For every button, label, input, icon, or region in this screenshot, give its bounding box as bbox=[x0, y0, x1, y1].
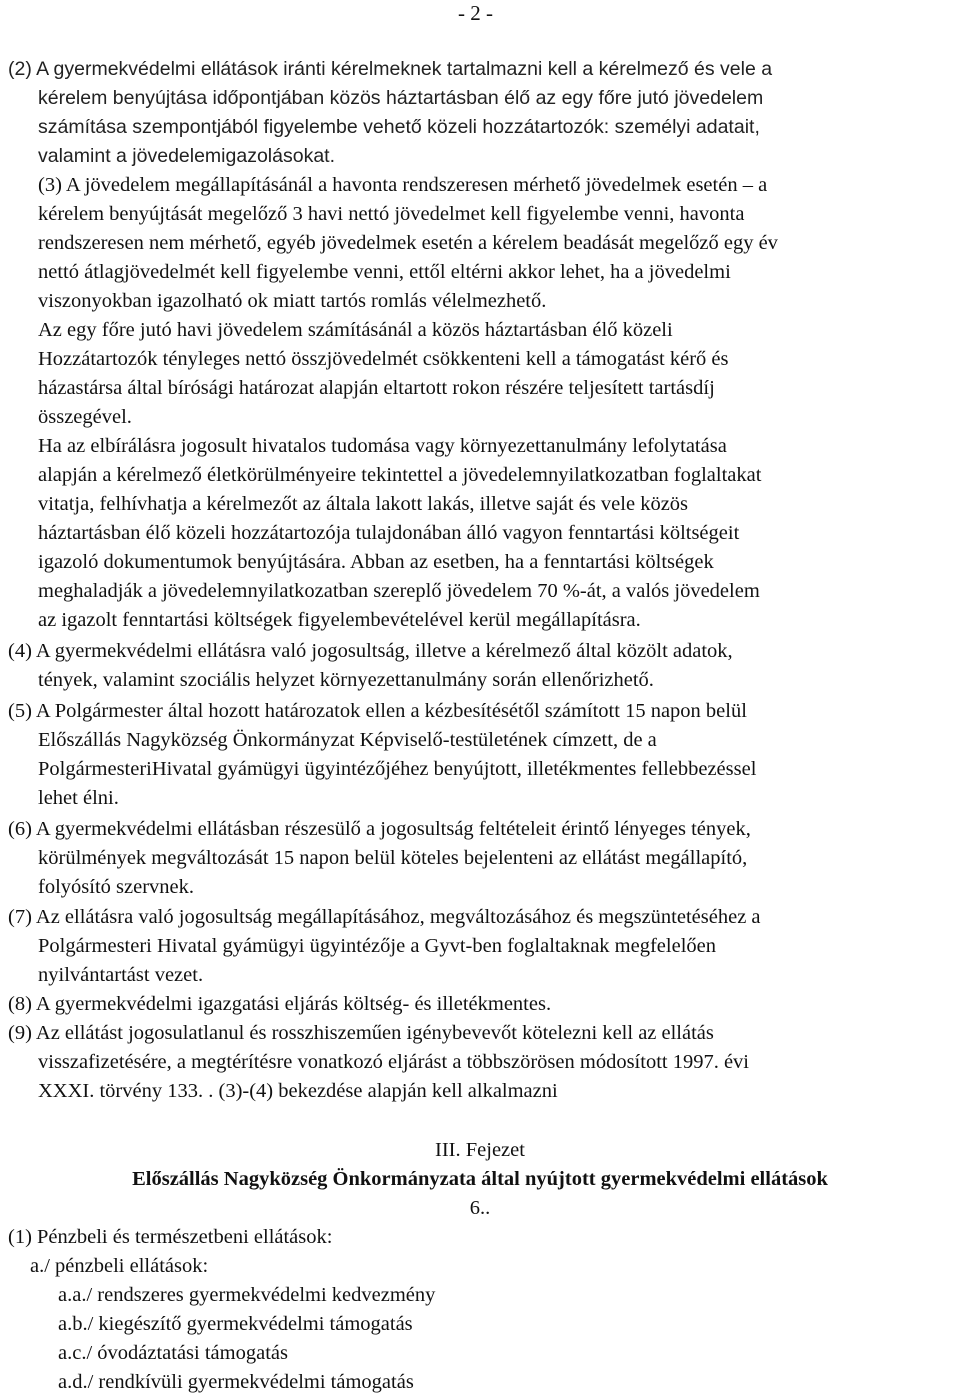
paragraph-6-line: (6) A gyermekvédelmi ellátásban részesülő a jogosultság feltételeit érintő lényeges tények, bbox=[8, 818, 751, 840]
paragraph-3-line: összegével. bbox=[38, 406, 132, 428]
paragraph-3-line: viszonyokban igazolható ok miatt tartós romlás vélelmezhető. bbox=[38, 290, 547, 312]
paragraph-4-line: tények, valamint szociális helyzet környezettanulmány során ellenőrizhető. bbox=[38, 669, 654, 691]
paragraph-3-line: nettó átlagjövedelmét kell figyelembe venni, ettől eltérni akkor lehet, ha a jövedelmi bbox=[38, 261, 731, 283]
paragraph-3-line: az igazolt fenntartási költségek figyelembevételével kerül megállapításra. bbox=[38, 609, 641, 631]
paragraph-2-line: számítása szempontjából figyelembe vehető közeli hozzátartozók: személyi adatait, bbox=[38, 116, 760, 138]
paragraph-2-line: (2) A gyermekvédelmi ellátások iránti kérelmeknek tartalmazni kell a kérelmező és vele a bbox=[8, 58, 773, 80]
section-number: 6.. bbox=[469, 1197, 491, 1219]
chapter-title: Előszállás Nagyközség Önkormányzata által nyújtott gyermekvédelmi ellátások bbox=[132, 1168, 828, 1190]
paragraph-9-line: XXXI. törvény 133. . (3)-(4) bekezdése alapján kell alkalmazni bbox=[38, 1080, 558, 1102]
paragraph-8-line: (8) A gyermekvédelmi igazgatási eljárás költség- és illetékmentes. bbox=[8, 993, 552, 1015]
paragraph-7-line: Polgármesteri Hivatal gyámügyi ügyintézője a Gyvt-ben foglaltaknak megfelelően bbox=[38, 935, 716, 957]
list-item: a.d./ rendkívüli gyermekvédelmi támogatás bbox=[58, 1371, 414, 1393]
paragraph-3-line: meghaladják a jövedelemnyilatkozatban szereplő jövedelem 70 %-át, a valós jövedelem bbox=[38, 580, 760, 602]
paragraph-3-line: Hozzátartozók tényleges nettó összjövedelmét csökkenteni kell a támogatást kérő és bbox=[38, 348, 729, 370]
paragraph-5-line: (5) A Polgármester által hozott határozatok ellen a kézbesítésétől számított 15 napon belül bbox=[8, 700, 747, 722]
paragraph-6-line: folyósító szervnek. bbox=[38, 876, 194, 898]
paragraph-3-line: Ha az elbírálásra jogosult hivatalos tudomása vagy környezettanulmány lefolytatása bbox=[38, 435, 727, 457]
paragraph-3-line: (3) A jövedelem megállapításánál a havonta rendszeresen mérhető jövedelmek esetén – a bbox=[38, 174, 768, 196]
paragraph-3-line: kérelem benyújtását megelőző 3 havi nettó jövedelmet kell figyelembe venni, havonta bbox=[38, 203, 745, 225]
paragraph-3-line: rendszeresen nem mérhető, egyéb jövedelmek esetén a kérelem beadását megelőző egy év bbox=[38, 232, 778, 254]
paragraph-6-line: körülmények megváltozását 15 napon belül köteles bejelenteni az ellátást megállapító, bbox=[38, 847, 748, 869]
paragraph-9-line: (9) Az ellátást jogosulatlanul és rosszhiszeműen igénybevevőt kötelezni kell az ellátás bbox=[8, 1022, 714, 1044]
paragraph-3-line: vitatja, felhívhatja a kérelmezőt az általa lakott lakás, illetve saját és vele közös bbox=[38, 493, 689, 515]
list-item: (1) Pénzbeli és természetbeni ellátások: bbox=[8, 1226, 333, 1248]
paragraph-3-line: alapján a kérelmező életkörülményeire tekintettel a jövedelemnyilatkozatban foglaltakat bbox=[38, 464, 762, 486]
paragraph-9-line: visszafizetésére, a megtérítésre vonatkozó eljárást a többszörösen módosított 1997. évi bbox=[38, 1051, 750, 1073]
paragraph-2-line: kérelem benyújtása időpontjában közös háztartásban élő az egy főre jutó jövedelem bbox=[38, 87, 764, 109]
list-item: a.b./ kiegészítő gyermekvédelmi támogatás bbox=[58, 1313, 413, 1335]
chapter-number: III. Fejezet bbox=[435, 1139, 525, 1161]
paragraph-4-line: (4) A gyermekvédelmi ellátásra való jogosultság, illetve a kérelmező által közölt adatok, bbox=[8, 640, 733, 662]
paragraph-5-line: lehet élni. bbox=[38, 787, 119, 809]
paragraph-7-line: nyilvántartást vezet. bbox=[38, 964, 204, 986]
list-item: a.c./ óvodáztatási támogatás bbox=[58, 1342, 288, 1364]
list-item: a./ pénzbeli ellátások: bbox=[30, 1255, 209, 1277]
paragraph-3-line: házastársa által bírósági határozat alapján eltartott rokon részére teljesített tartásdíj bbox=[38, 377, 715, 399]
list-item: a.a./ rendszeres gyermekvédelmi kedvezmény bbox=[58, 1284, 436, 1306]
paragraph-5-line: PolgármesteriHivatal gyámügyi ügyintézőjéhez benyújtott, illetékmentes fellebbezéssel bbox=[38, 758, 757, 780]
paragraph-3-line: Az egy főre jutó havi jövedelem számításánál a közös háztartásban élő közeli bbox=[38, 319, 673, 341]
paragraph-2-line: valamint a jövedelemigazolásokat. bbox=[38, 145, 335, 167]
paragraph-3-line: háztartásban élő közeli hozzátartozója tulajdonában álló vagyon fenntartási költségeit bbox=[38, 522, 740, 544]
paragraph-5-line: Előszállás Nagyközség Önkormányzat Képviselő-testületének címzett, de a bbox=[38, 729, 657, 751]
paragraph-3-line: igazoló dokumentumok benyújtására. Abban az esetben, ha a fenntartási költségek bbox=[38, 551, 714, 573]
page-number: - 2 - bbox=[458, 1, 493, 25]
paragraph-7-line: (7) Az ellátásra való jogosultság megállapításához, megváltozásához és megszüntetéséhez a bbox=[8, 906, 761, 928]
